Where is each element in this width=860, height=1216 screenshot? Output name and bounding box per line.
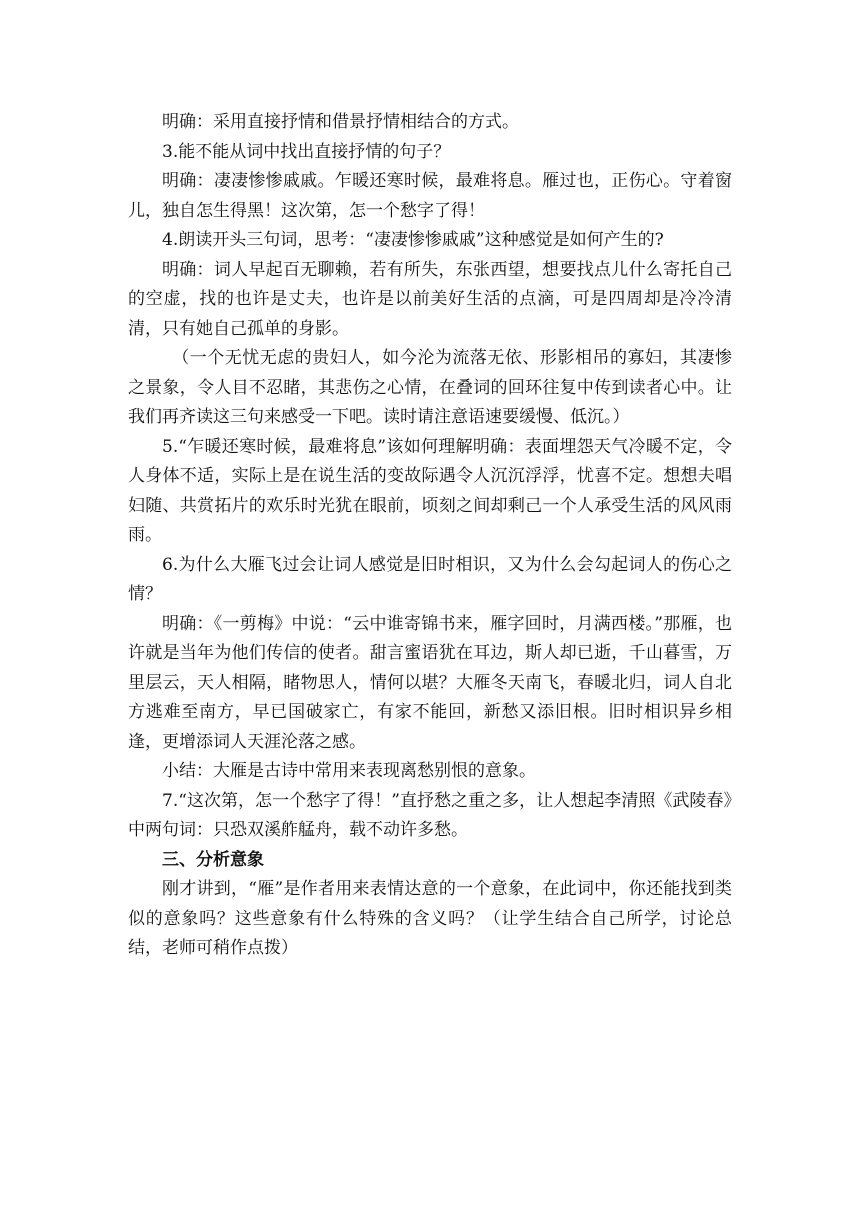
section-paragraph: 刚才讲到，“雁”是作者用来表情达意的一个意象，在此词中，你还能找到类似的意象吗？这些意象有什么特殊的含义吗？（让学生结合自己所学，讨论总结，老师可稍作点拨） [128, 879, 732, 958]
section-heading: 三、分析意象 [162, 849, 264, 870]
document-page [128, 108, 732, 964]
question-6: 6.为什么大雁飞过会让词人感觉是旧时相识，又为什么会勾起词人的伤心之情？ [128, 554, 732, 604]
question-4: 4.朗读开头三句词，思考：“凄凄惨惨戚戚”这种感觉是如何产生的? [162, 230, 664, 250]
question-7: 7.“这次第，怎一个愁字了得！”直抒愁之重之多，让人想起李清照《武陵春》中两句词：只恐双溪舴艋舟，载不动许多愁。 [128, 790, 732, 840]
answer-paragraph-1: 明确：采用直接抒情和借景抒情相结合的方式。 [162, 112, 519, 132]
question-5: 5.“乍暖还寒时候，最难将息”该如何理解明确：表面埋怨天气冷暖不定，令人身体不适，实际上是在说生活的变故际遇令人沉沉浮浮，忧喜不定。想想夫唱妇随、共赏拓片的欢乐时光犹在眼前，顷刻之间却剩己一个人承受生活的风风雨雨。 [128, 436, 732, 545]
summary-paragraph: 小结：大雁是古诗中常用来表现离愁别恨的意象。 [162, 761, 536, 781]
parenthetical-note: （一个无忧无虑的贵妇人，如今沦为流落无依、形影相吊的寡妇，其凄惨之景象，令人目不忍睹，其悲伤之心情，在叠词的回环往复中传到读者心中。让我们再齐读这三句来感受一下吧。读时请注意语速要缓慢、低沉。） [128, 348, 732, 427]
question-3: 3.能不能从词中找出直接抒情的句子？ [162, 141, 451, 162]
answer-paragraph-4: 明确：《一剪梅》中说：“云中谁寄锦书来，雁字回时，月满西楼。”那雁，也许就是当年为他们传信的使者。甜言蜜语犹在耳边，斯人却已逝，千山暮雪，万里层云，天人相隔，睹物思人，情何以堪？大雁冬天南飞，春暖北归，词人自北方逃难至南方，早已国破家亡，有家不能回，新愁又添旧根。旧时相识异乡相逢，更增添词人天涯沦落之感。 [128, 613, 732, 752]
answer-paragraph-3: 明确：词人早起百无聊赖，若有所失，东张西望，想要找点儿什么寄托自己的空虚，找的也许是丈夫，也许是以前美好生活的点滴，可是四周却是冷冷清清，只有她自己孤单的身影。 [128, 259, 732, 339]
answer-paragraph-2: 明确：凄凄惨惨戚戚。乍暖还寒时候，最难将息。雁过也，正伤心。守着窗儿，独自怎生得黑！这次第，怎一个愁字了得！ [128, 171, 732, 221]
